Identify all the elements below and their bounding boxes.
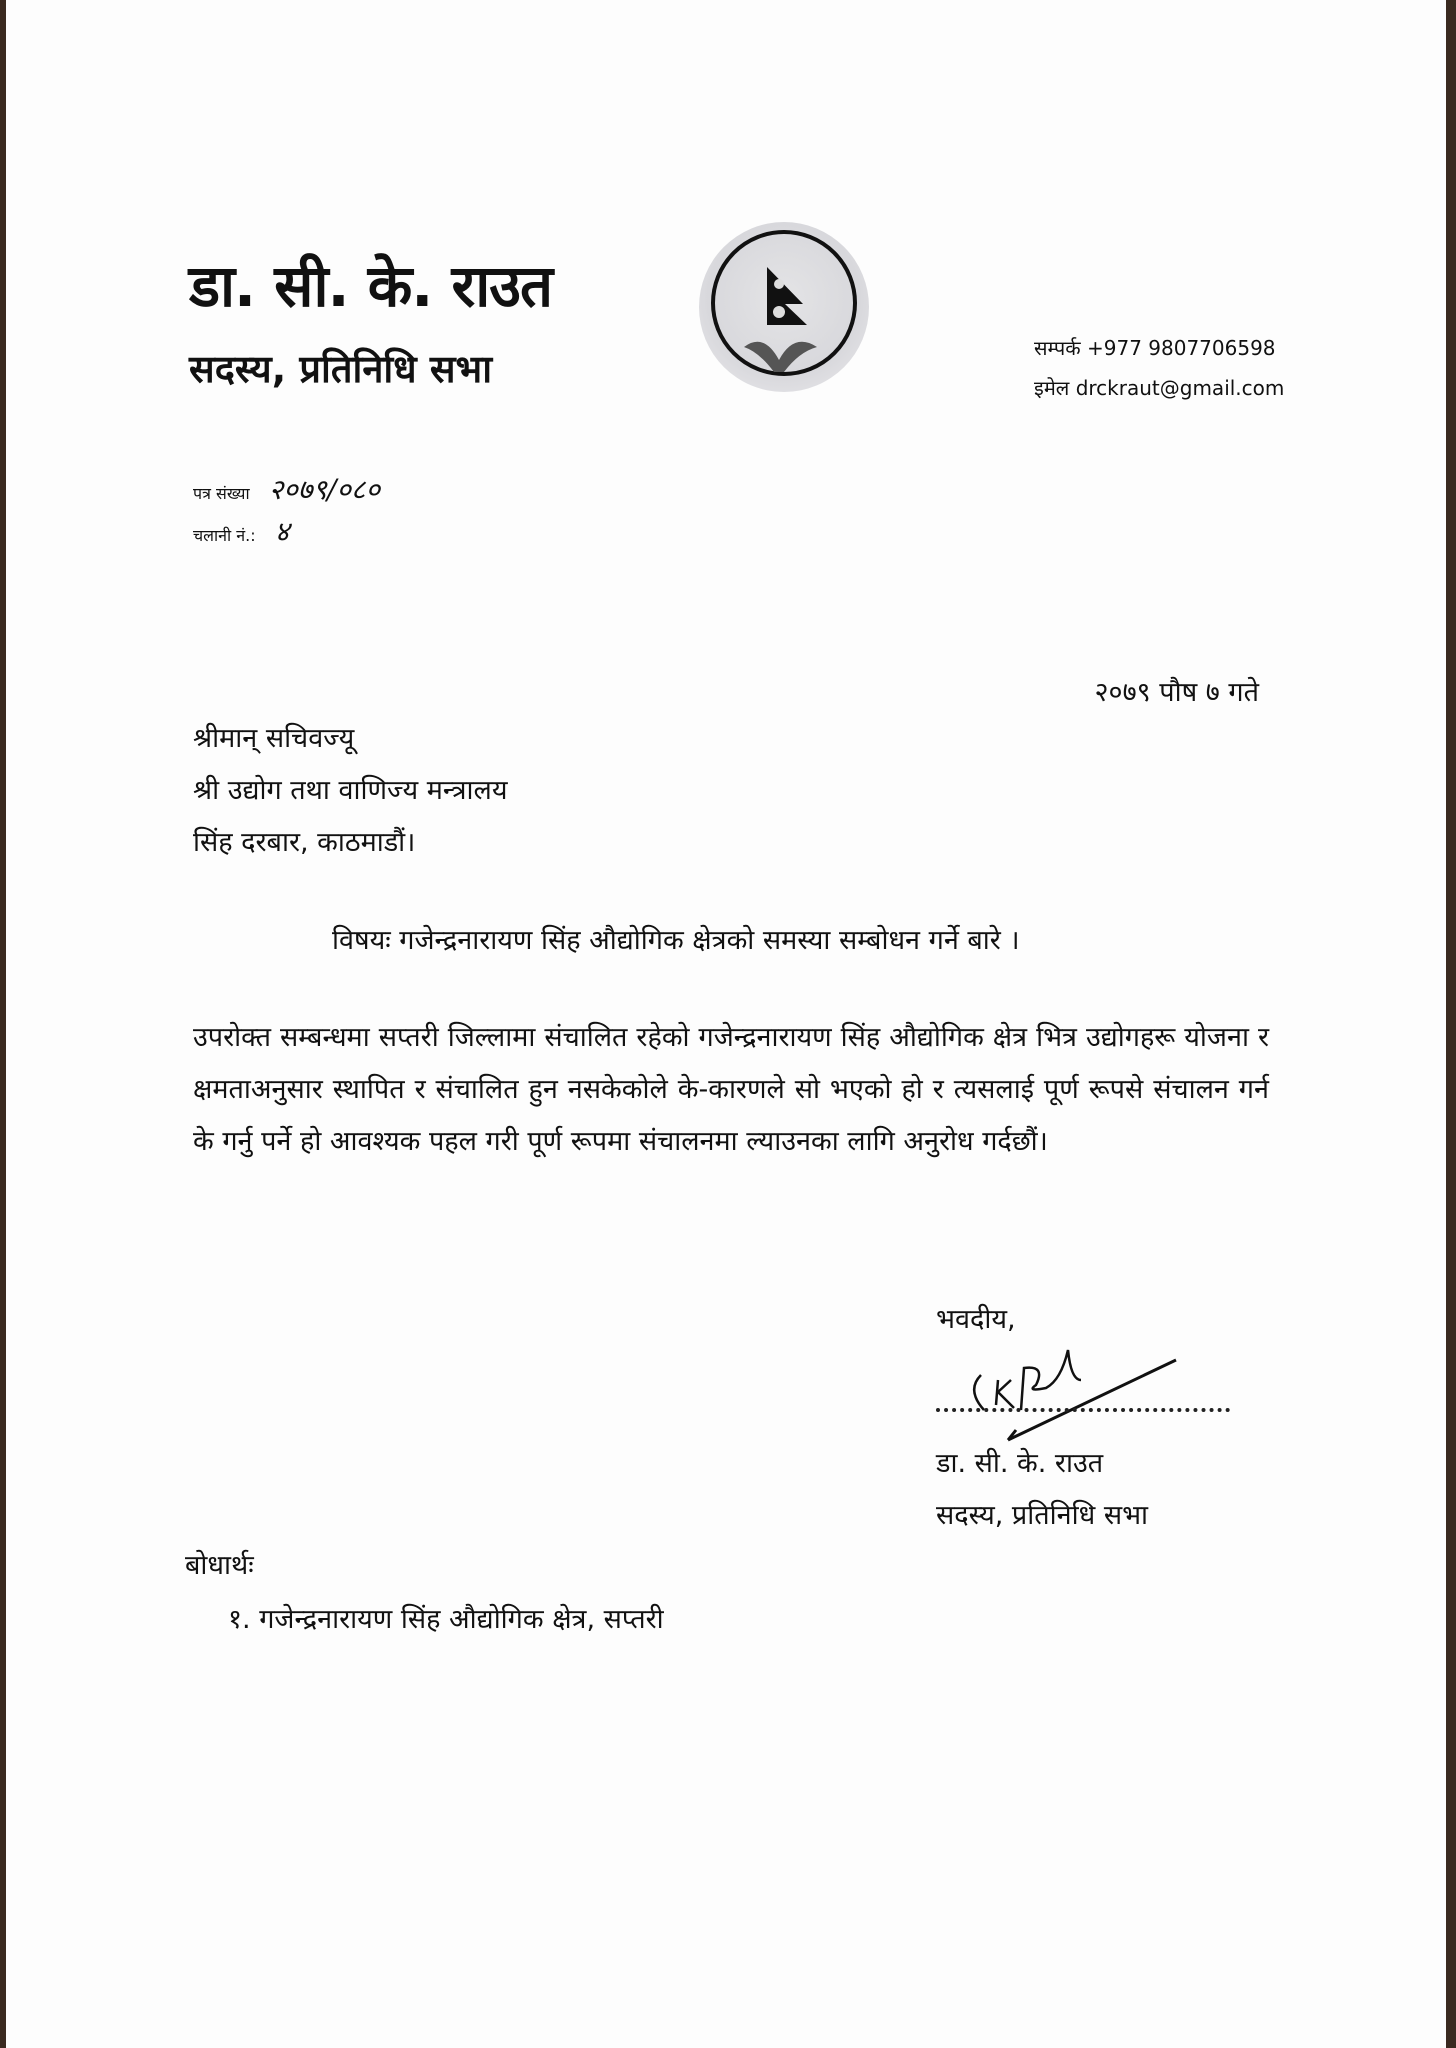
letter-number-label: पत्र संख्या xyxy=(193,484,250,503)
email-label: इमेल xyxy=(1034,376,1070,400)
dispatch-number xyxy=(193,512,289,550)
signatory-name: डा. सी. के. राउत xyxy=(936,1448,1104,1479)
recipient-line-2: श्री उद्योग तथा वाणिज्य मन्त्रालय xyxy=(193,775,508,806)
emblem-logo xyxy=(699,222,869,392)
dispatch-number-value: ४ xyxy=(274,515,290,548)
letter-number-value: २०७९/०८० xyxy=(268,473,381,506)
letter-date: २०७९ पौष ७ गते xyxy=(1094,677,1259,708)
subject-line: विषयः गजेन्द्रनारायण सिंह औद्योगिक क्षेत्रको समस्या सम्बोधन गर्ने बारे । xyxy=(332,925,1020,956)
letterhead-title: सदस्य, प्रतिनिधि सभा xyxy=(189,347,493,391)
dispatch-number-label: चलानी नं.: xyxy=(193,526,256,545)
recipient-line-3: सिंह दरबार, काठमाडौं। xyxy=(193,827,416,858)
contact-label: सम्पर्क xyxy=(1034,336,1081,360)
letterhead-name: डा. सी. के. राउत xyxy=(189,252,553,320)
cc-item: १. गजेन्द्रनारायण सिंह औद्योगिक क्षेत्र, सप्तरी xyxy=(228,1604,664,1635)
signature-line xyxy=(936,1408,1230,1412)
email-address: drckraut@gmail.com xyxy=(1075,376,1285,400)
recipient-line-1: श्रीमान् सचिवज्यू xyxy=(193,723,355,754)
phone-number: +977 9807706598 xyxy=(1086,336,1276,360)
letter-page xyxy=(6,0,1446,2048)
closing-salutation: भवदीय, xyxy=(936,1304,1016,1335)
nepal-flag-icon xyxy=(699,222,869,392)
signatory-title: सदस्य, प्रतिनिधि सभा xyxy=(936,1500,1149,1531)
cc-label: बोधार्थः xyxy=(185,1550,254,1581)
letter-number xyxy=(193,470,380,508)
contact-email xyxy=(1034,374,1284,401)
signature xyxy=(936,1330,1196,1450)
letter-body: उपरोक्त सम्बन्धमा सप्तरी जिल्लामा संचालित रहेको गजेन्द्रनारायण सिंह औद्योगिक क्षेत्र भित्र उद्योगहरू योजना र क्षमताअनुसार स्थापित र संचालित हुन नसकेकोले के-कारणले सो भएको हो र त्यसलाई पूर्ण रूपसे संचालन गर्न के गर्नु पर्ने हो आवश्यक पहल गरी पूर्ण रूपमा संचालनमा ल्याउनका लागि अनुरोध गर्दछौं। xyxy=(193,1022,1269,1157)
contact-phone xyxy=(1034,334,1276,361)
